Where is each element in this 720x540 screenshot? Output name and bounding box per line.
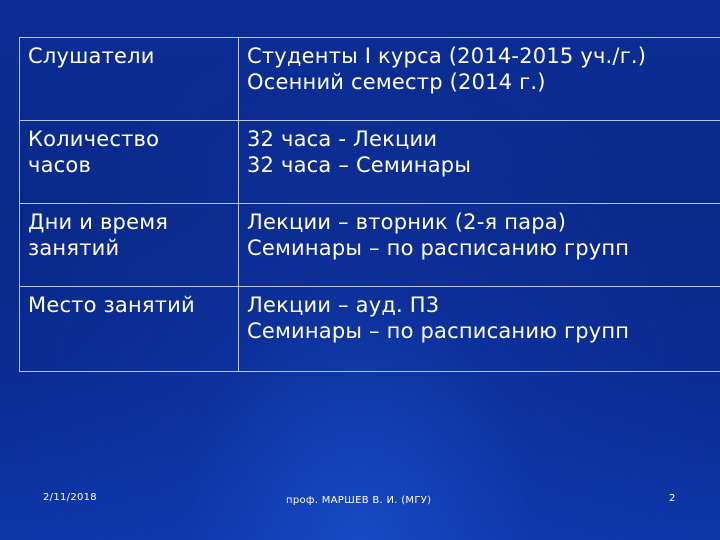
row-value-line: Семинары – по расписанию групп (247, 236, 630, 260)
row-label-text: Место занятий (28, 293, 195, 317)
row-value-line: Осенний семестр (2014 г.) (247, 70, 546, 94)
row-label-text: Дни и время (28, 210, 169, 234)
row-label-text: Количество (28, 127, 160, 151)
row-value-cell (239, 204, 720, 287)
table-row-schedule (20, 204, 720, 287)
table-row-audience (20, 38, 720, 121)
row-value-line: 32 часа - Лекции (247, 127, 438, 151)
row-value-line: Лекции – ауд. П3 (247, 293, 440, 317)
row-value-line: Семинары – по расписанию групп (247, 319, 630, 343)
row-label-text: занятий (28, 236, 120, 260)
row-label-text: Слушатели (28, 44, 155, 68)
row-label-cell (20, 287, 239, 372)
table-row-location (20, 287, 720, 372)
course-info-table (19, 37, 720, 372)
row-value-line: 32 часа – Семинары (247, 153, 472, 177)
row-label-cell (20, 121, 239, 204)
row-label-cell (20, 204, 239, 287)
row-label-cell (20, 38, 239, 121)
footer-author: проф. МАРШЕВ В. И. (МГУ) (286, 495, 432, 506)
row-value-line: Лекции – вторник (2-я пара) (247, 210, 567, 234)
row-value-line: Студенты I курса (2014-2015 уч./г.) (247, 44, 647, 68)
footer-date: 2/11/2018 (43, 492, 97, 503)
table-row-hours (20, 121, 720, 204)
row-label-text: часов (28, 153, 92, 177)
page-number: 2 (669, 493, 676, 504)
row-value-cell (239, 38, 720, 121)
row-value-cell (239, 287, 720, 372)
row-value-cell (239, 121, 720, 204)
